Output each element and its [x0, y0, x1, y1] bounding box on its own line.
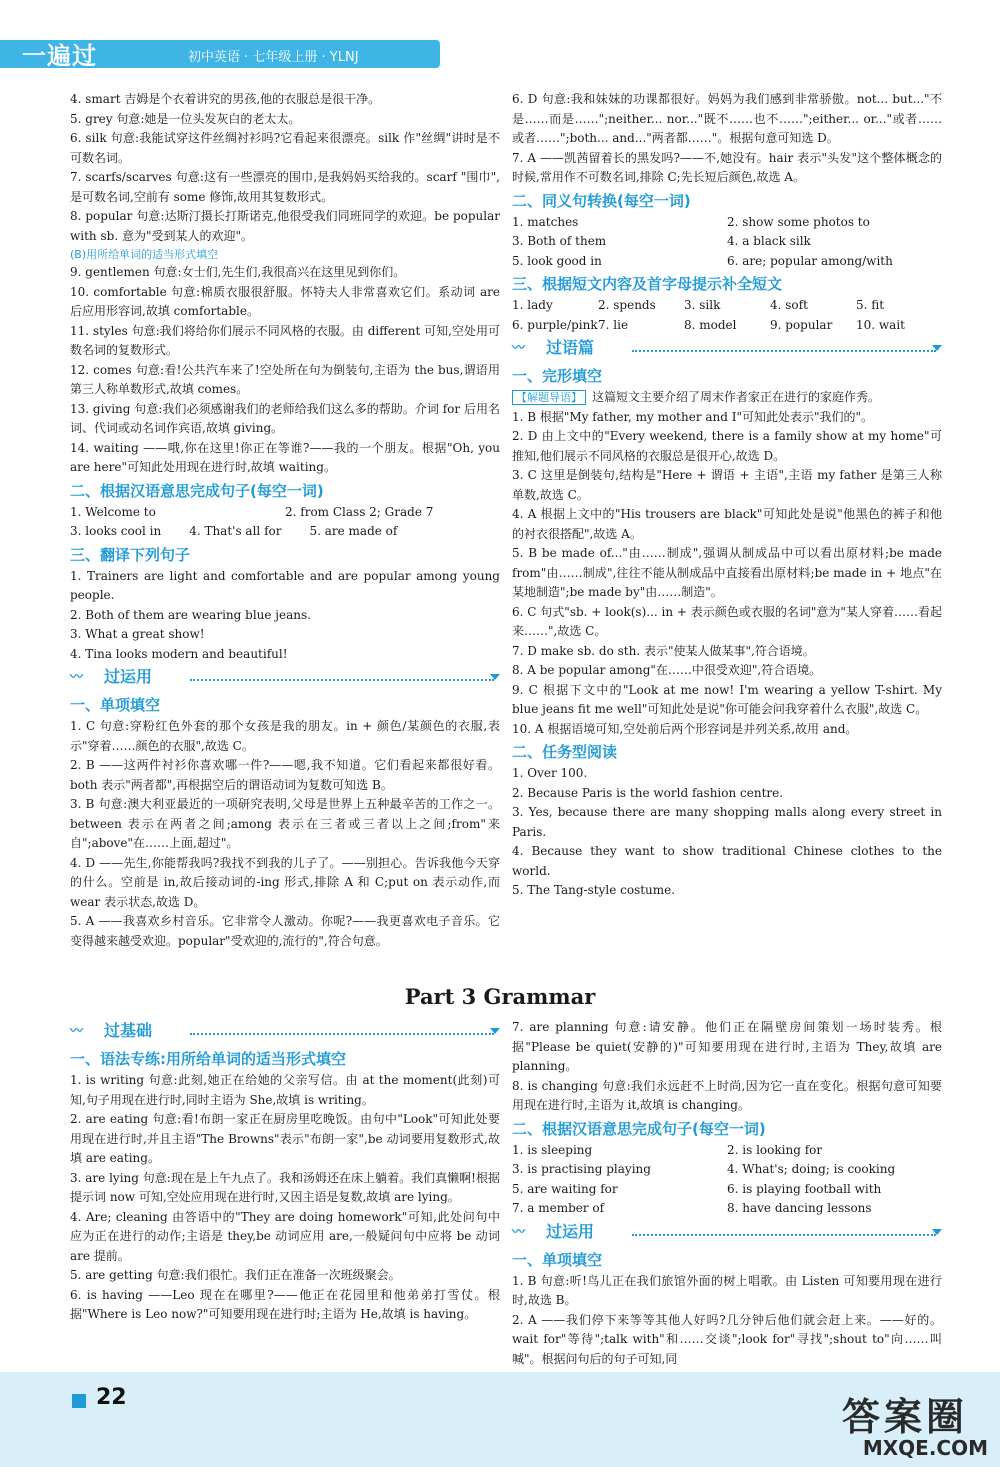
- wave-icon: 〰: [512, 1224, 526, 1240]
- translation-item: 4. Tina looks modern and beautiful!: [70, 646, 288, 661]
- watermark-url: MXQE.COM: [862, 1436, 988, 1460]
- answer-item: 7. D make sb. do sth. 表示"使某人做某事",符合语境。: [512, 643, 815, 658]
- answer-item: 2. from Class 2; Grade 7: [285, 504, 434, 519]
- page-number: 22: [96, 1385, 127, 1410]
- answer-item: 5. fit: [856, 298, 885, 312]
- answer-list-grammar-cont: [512, 1018, 942, 1116]
- translation-list: [70, 567, 500, 665]
- answer-row: [512, 316, 942, 336]
- section-band: [70, 1021, 500, 1045]
- answer-item: 6. are; popular among/with: [727, 253, 893, 268]
- answer-item: 9. popular: [770, 317, 833, 332]
- answer-item: 5. are waiting for: [512, 1181, 618, 1196]
- answer-item: 8. A be popular among"在……中很受欢迎",符合语境。: [512, 663, 822, 677]
- answer-item: 3. silk: [684, 298, 721, 312]
- answer-item: 7. are planning 句意:请安静。他们正在隔壁房间策划一场时装秀。根据"Please be quiet(安静的)"可知要用现在进行时,主语为 They,故填 are planning。: [512, 1020, 942, 1073]
- page-header: [0, 40, 440, 72]
- answer-item: 3. is practising playing: [512, 1162, 651, 1176]
- answer-item: 5. B be made of..."由……制成",强调从制成品中可以看出原材料;be made from"由……制成",往往不能从制成品中直接看出原材料;be made in + 地点"在某地制造";be made by"由……制造"。: [512, 546, 942, 599]
- answer-list-a: [512, 90, 942, 188]
- answer-item: 2. Because Paris is the world fashion centre.: [512, 785, 784, 800]
- lead-paragraph: [512, 388, 942, 408]
- answer-item: 10. wait: [856, 317, 905, 332]
- section-heading-single-choice: 一、单项填空: [70, 696, 161, 714]
- translation-item: 3. What a great show!: [70, 627, 205, 641]
- answer-item: 5. A ——我喜欢乡村音乐。它非常令人激动。你呢?——我更喜欢电子音乐。它变得越来越受欢迎。popular"受欢迎的,流行的",符合句意。: [70, 914, 500, 948]
- answer-row: [512, 296, 942, 316]
- answer-list-choice: [70, 717, 500, 951]
- answer-item: 6. is playing football with: [727, 1181, 882, 1196]
- answer-item: 1. B 根据"My father, my mother and I"可知此处表示"我们的"。: [512, 409, 874, 424]
- answer-item: 6. silk 句意:我能试穿这件丝绸衬衫吗?它看起来很漂亮。silk 作"丝绸"讲时是不可数名词。: [70, 131, 500, 165]
- section-band: [70, 667, 500, 691]
- answer-item: 5. are getting 句意:我们很忙。我们正在准备一次班级聚会。: [70, 1268, 401, 1282]
- section-band: [512, 338, 942, 362]
- answer-item: 1. matches: [512, 214, 579, 229]
- answer-item: 4. smart 吉姆是个衣着讲究的男孩,他的衣服总是很干净。: [70, 92, 381, 106]
- section-heading-translate: 三、翻译下列句子: [70, 545, 191, 564]
- answer-grid: [512, 296, 942, 335]
- answer-item: 1. is sleeping: [512, 1142, 593, 1157]
- answer-item: 1. C 句意:穿粉红色外套的那个女孩是我的朋友。in + 颜色/某颜色的衣服,表示"穿着……颜色的衣服",故选 C。: [70, 719, 500, 753]
- band-title: 过语篇: [546, 338, 595, 357]
- answer-item: 8. model: [684, 317, 737, 332]
- dotted-divider: [632, 350, 936, 352]
- answer-item: 2. are eating 句意:看!布朗一家正在厨房里吃晚饭。由句中"Look"可知此处要用现在进行时,并且主语"The Browns"表示"布朗一家",be 动词要用复数形式,故填 are eating。: [70, 1112, 500, 1165]
- answer-item: 2. show some photos to: [727, 214, 870, 229]
- answer-list-b: [70, 263, 500, 478]
- wave-icon: 〰: [70, 670, 84, 685]
- answer-item: 4. Because they want to show traditional Chinese clothes to the world.: [512, 844, 942, 878]
- answer-item: 10. A 根据语境可知,空处前后两个形容词是并列关系,故用 and。: [512, 721, 858, 736]
- answer-row: [512, 1180, 942, 1200]
- answer-item: 7. A ——凯茜留着长的黑发吗?——不,她没有。hair 表示"头发"这个整体概念的时候,常用作不可数名词,排除 C;先长短后颜色,故选 A。: [512, 150, 942, 184]
- answer-item: 9. gentlemen 句意:女士们,先生们,我很高兴在这里见到你们。: [70, 265, 406, 279]
- answer-item: 4. What's; doing; is cooking: [727, 1162, 896, 1176]
- triangle-icon: [490, 1028, 500, 1034]
- right-top-column: [512, 90, 942, 901]
- answer-row: [512, 1160, 942, 1180]
- answer-item: 3. are lying 句意:现在是上午九点了。我和汤姆还在床上躺着。我们真懒啊!根据提示词 now 可知,空处应用现在进行时,又因主语是复数,故填 are lying。: [70, 1170, 500, 1204]
- square-icon: [72, 1394, 86, 1408]
- translation-item: 1. Trainers are light and comfortable and are popular among young people.: [70, 568, 500, 602]
- answer-item: 5. are made of: [309, 524, 398, 538]
- answer-list-choice: [512, 1272, 942, 1370]
- answer-row: [512, 252, 942, 272]
- band-title: 过运用: [546, 1221, 595, 1241]
- triangle-icon: [932, 1229, 942, 1235]
- lead-text: 这篇短文主要介绍了周末作者家正在进行的家庭作秀。: [592, 390, 881, 404]
- answer-item: 12. comes 句意:看!公共汽车来了!空处所在句为倒装句,主语为 the bus,谓语用第三人称单数形式,故填 comes。: [70, 362, 500, 396]
- answer-item: 4. soft: [770, 298, 808, 312]
- answer-list-grammar: [70, 1071, 500, 1325]
- answer-item: 1. lady: [512, 298, 553, 312]
- answer-item: 3. Yes, because there are many shopping malls along every street in Paris.: [512, 805, 942, 839]
- answer-row: [70, 503, 500, 523]
- book-subtitle: 初中英语 · 七年级上册 · YLNJ: [188, 50, 359, 65]
- answer-row: [512, 232, 942, 252]
- answer-item: 2. A ——我们停下来等等其他人好吗?几分钟后他们就会赶上来。——好的。wait for"等待";talk with"和……交谈";look for"寻找";shout to"向……叫喊"。根据问句后的句子可知,同: [512, 1312, 942, 1366]
- answer-item: 2. D 由上文中的"Every weekend, there is a family show at my home"可推知,他们展示不同风格的衣服总是很开心,故选 D。: [512, 429, 942, 463]
- answer-item: 10. comfortable 句意:棉质衣服很舒服。怀特夫人非常喜欢它们。系动词 are 后应用形容词,故填 comfortable。: [70, 284, 500, 318]
- wave-icon: 〰: [70, 1024, 84, 1039]
- answer-item: 2. B ——这两件衬衫你喜欢哪一件?——嗯,我不知道。它们看起来都很好看。both 表示"两者都",再根据空后的谓语动词为复数可知选 B。: [70, 758, 500, 792]
- section-heading-complete-sentences: 二、根据汉语意思完成句子(每空一词): [512, 1119, 766, 1138]
- answer-row: [70, 522, 500, 542]
- triangle-icon: [932, 345, 942, 351]
- answer-item: 3. C 这里是倒装句,结构是"Here + 谓语 + 主语",主语 my father 是第三人称单数,故选 C。: [512, 468, 942, 502]
- answer-row: [512, 1199, 942, 1219]
- answer-list-cloze: [512, 408, 942, 740]
- answer-item: 8. have dancing lessons: [727, 1201, 872, 1215]
- part-title: Part 3 Grammar: [404, 984, 596, 1009]
- answer-item: 5. grey 句意:她是一位头发灰白的老太太。: [70, 111, 301, 126]
- subsection-b-heading: (B)用所给单词的适当形式填空: [70, 248, 219, 261]
- answer-item: 6. purple/pink: [512, 317, 598, 332]
- band-title: 过运用: [104, 667, 153, 686]
- answer-item: 6. is having ——Leo 现在在哪里?——他正在花园里和他弟弟打雪仗。根据"Where is Leo now?"可知要用现在进行时;主语为 He,故填 is having。: [70, 1287, 500, 1321]
- answer-item: 4. That's all for: [189, 524, 282, 538]
- answer-item: 5. look good in: [512, 253, 602, 268]
- answer-item: 4. A 根据上文中的"His trousers are black"可知此处是说"他黑色的裤子和他的衬衣很搭配",故选 A。: [512, 507, 942, 541]
- watermark-logo: [792, 1386, 992, 1461]
- answer-item: 1. Over 100.: [512, 766, 588, 780]
- wave-icon: 〰: [512, 341, 526, 356]
- section-heading-complete-sentences: 二、根据汉语意思完成句子(每空一词): [70, 481, 324, 500]
- translation-item: 2. Both of them are wearing blue jeans.: [70, 607, 311, 622]
- section-heading-task-reading: 二、任务型阅读: [512, 743, 618, 761]
- answer-item: 4. D ——先生,你能帮我吗?我找不到我的儿子了。——别担心。告诉我他今天穿的什么。空前是 in,故后接动词的-ing 形式,排除 A 和 C;put on 表示动作,而 wear 表示状态,故选 D。: [70, 855, 500, 909]
- answer-item: 4. Are; cleaning 由答语中的"They are doing homework"可知,此处问句中应为正在进行的动作;主语是 they,be 动词应用 are,一般疑问句中应将 be 动词 are 提前。: [70, 1209, 500, 1263]
- section-heading-passage: 三、根据短文内容及首字母提示补全短文: [512, 275, 783, 293]
- answer-item: 1. B 句意:听!鸟儿正在我们旅馆外面的树上唱歌。由 Listen 可知要用现在进行时,故选 B。: [512, 1273, 942, 1307]
- answer-list-a: [70, 90, 500, 246]
- answer-item: 3. looks cool in: [70, 524, 162, 538]
- answer-item: 7. lie: [598, 317, 629, 332]
- answer-item: 4. a black silk: [727, 234, 811, 248]
- answer-list-task: [512, 764, 942, 901]
- answer-item: 9. C 根据下文中的"Look at me now! I'm wearing a yellow T-shirt. My blue jeans fit me well"可知此处是说"你可能会问我穿着什么衣服",故选 C。: [512, 682, 942, 716]
- answer-item: 14. waiting ——哦,你在这里!你正在等谁?——我的一个朋友。根据"Oh, you are here"可知此处用现在进行时,故填 waiting。: [70, 440, 500, 474]
- left-bottom-column: [70, 1018, 500, 1325]
- answer-item: 1. Welcome to: [70, 504, 156, 519]
- dotted-divider: [632, 1234, 936, 1236]
- dotted-divider: [190, 1033, 494, 1035]
- answer-row: [512, 1141, 942, 1161]
- answer-item: 7. scarfs/scarves 句意:这有一些漂亮的围巾,是我妈妈买给我的。scarf "围巾",是可数名词,空前有 some 修饰,故用其复数形式。: [70, 170, 500, 204]
- answer-grid: [512, 213, 942, 272]
- section-heading-cloze: 一、完形填空: [512, 367, 603, 385]
- answer-item: 2. is looking for: [727, 1142, 823, 1157]
- dotted-divider: [190, 679, 494, 681]
- answer-item: 3. Both of them: [512, 234, 607, 248]
- left-top-column: [70, 90, 500, 951]
- answer-item: 6. C 句式"sb. + look(s)... in + 表示颜色或衣服的名词"意为"某人穿着……看起来……",故选 C。: [512, 604, 942, 638]
- answer-item: 8. popular 句意:达斯汀摄长打斯诺克,他很受我们同班同学的欢迎。be popular with sb. 意为"受到某人的欢迎"。: [70, 209, 500, 243]
- book-logo: 一遍过: [22, 42, 97, 70]
- section-heading-grammar: 一、语法专练:用所给单词的适当形式填空: [70, 1050, 347, 1068]
- answer-item: 5. The Tang-style costume.: [512, 883, 676, 897]
- answer-item: 2. spends: [598, 298, 656, 312]
- answer-item: 7. a member of: [512, 1201, 605, 1215]
- right-bottom-column: [512, 1018, 942, 1369]
- triangle-icon: [490, 674, 500, 680]
- answer-item: 6. D 句意:我和妹妹的功课都很好。妈妈为我们感到非常骄傲。not... but..."不是……而是……";neither... nor..."既不……也不……";either... or..."或者……或者……";both... and..."两者都……"。根据句意可知选 D。: [512, 92, 942, 145]
- answer-grid: [512, 1141, 942, 1219]
- section-heading-synonym: 二、同义句转换(每空一词): [512, 191, 691, 210]
- section-band: [512, 1222, 942, 1246]
- answer-item: 8. is changing 句意:我们永远赶不上时尚,因为它一直在变化。根据句意可知要用现在进行时,主语为 it,故填 is changing。: [512, 1078, 942, 1112]
- answer-item: 1. is writing 句意:此刻,她正在给她的父亲写信。由 at the moment(此刻)可知,句子用现在进行时,同时主语为 She,故填 is writing。: [70, 1073, 500, 1107]
- answer-item: 11. styles 句意:我们将给你们展示不同风格的衣服。由 different 可知,空处用可数名词的复数形式。: [70, 323, 500, 357]
- answer-item: 3. B 句意:澳大利亚最近的一项研究表明,父母是世界上五种最辛苦的工作之一。between 表示在两者之间;among 表示在三者或三者以上之间;from"来自";above"在……上面,超过"。: [70, 797, 500, 850]
- answer-row: [512, 213, 942, 233]
- watermark-text: 答案圈: [841, 1395, 968, 1439]
- section-heading-single-choice: 一、单项填空: [512, 1250, 603, 1269]
- lead-label: 【解题导语】: [512, 390, 586, 405]
- band-title: 过基础: [104, 1021, 153, 1040]
- answer-item: 13. giving 句意:我们必须感谢我们的老师给我们这么多的帮助。介词 for 后用名词、代词或动名词作宾语,故填 giving。: [70, 401, 500, 435]
